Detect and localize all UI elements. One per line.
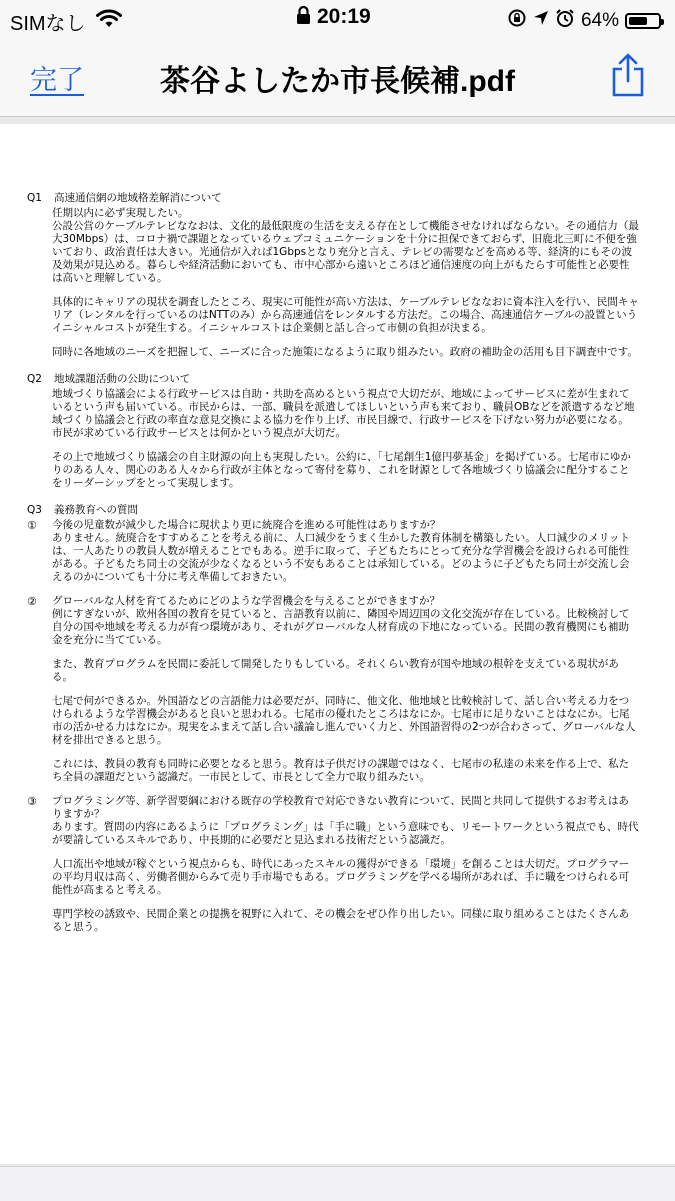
bottom-toolbar [0, 1166, 675, 1201]
battery-icon [625, 13, 661, 29]
rotation-lock-icon [507, 8, 527, 34]
pdf-content [27, 192, 639, 948]
paragraph: これには、教員の教育も同時に必要となると思う。教育は子供だけの課題ではなく、七尾市の私達の未来を作る上で、私たち全員の課題だという認識だ。一市民として、市長として全力で取り組みたい。 [52, 758, 630, 783]
document-title: 茶谷よしたか市長候補.pdf [160, 65, 515, 98]
wifi-icon [96, 9, 122, 34]
paragraph: その上で地域づくり協議会の自主財源の向上も実現したい。公約に、「七尾創生1億円夢基金」を掲げている。七尾市にゆかりのある人々、関心のある人々から行政が主体となって寄付を募り、これを財源として各地域づくり協議会に配分することをリーダーシップをとって実現します。 [52, 451, 631, 489]
question-number: Q2 [27, 373, 42, 385]
pdf-page[interactable] [0, 124, 675, 1164]
carrier-label: SIMなし [10, 13, 86, 35]
share-icon [611, 52, 645, 98]
paragraph: 例にすぎないが、欧州各国の教育を見ていると、言語教育以前に、隣国や周辺国の文化交流が存在している。比較検討して自分の国や地域を考える力が育つ環境があり、それがグローバルな人材育成の下地になっている。民間の教育機関にも補助金を充分に当てている。 [52, 608, 630, 646]
section-q2 [27, 373, 639, 490]
paragraph: また、教育プログラムを民間に委託して開発したりもしている。それくらい教育が国や地域の根幹を支えている現状がある。 [52, 658, 619, 683]
subquestion-number: ③ [27, 795, 37, 808]
paragraph: 七尾で何ができるか。外国語などの言語能力は必要だが、同時に、他文化、他地域と比較検討して、話し合い考える力をつけられるような学習機会があると良いと思われる。七尾市の優れたところはなにか。七尾市に足りないことはなにか。七尾市の活かせる力はなにか。現実をふまえて話し合い議論し進んでいく力と、外国語習得の2つが合わさって、グローバルな人材を排出できると思う。 [52, 695, 636, 746]
paragraph: 公設公営のケーブルテレビななおは、文化的最低限度の生活を支える存在として機能させなければならない。その通信力（最大30Mbps）は、コロナ禍で課題となっているウェブコミュニケーションを十分に担保できておらず、旧鹿北三町に不便を強いており、政治責任は大きい。光通信が入れば1Gbpsとなり充分と言え、テレビの需要などを高める等、経済的にもその波及効果が見込める。暮らしや経済活動においても、市中心部から遠いところほど通信速度の向上がもたらす可能性と必要性は高いと理解している。 [52, 220, 639, 284]
subquestion-title: グローバルな人材を育てるためにどのような学習機会を与えることができますか？ [52, 595, 440, 607]
paragraph: 具体的にキャリアの現状を調査したところ、現実に可能性が高い方法は、ケーブルテレビななおに資本注入を行い、民間キャリア（レンタルを行っているのはNTTのみ）から高速通信をレンタルする方法だ。この場合、高速通信ケーブルの設置というイニシャルコストが発生する。イニシャルコストは企業側と話し合って市側の負担が決まる。 [52, 296, 639, 334]
paragraph: あります。質問の内容にあるように「プログラミング」は「手に職」という意味でも、リモートワークという視点でも、時代が要請しているスキルであり、中長期的に必要だと見込まれる技術だという認識だ。 [52, 821, 639, 846]
battery-level-fill [629, 17, 647, 25]
share-button[interactable] [611, 52, 645, 102]
section-q1 [27, 192, 639, 359]
subquestion-number: ① [27, 519, 37, 532]
question-title: 高速通信網の地域格差解消について [54, 192, 222, 204]
subquestion-title: プログラミング等、新学習要綱における既存の学校教育で対応できない教育について、民間と共同して提供するお考えはありますか？ [52, 795, 629, 820]
lock-icon [296, 5, 311, 31]
question-title: 地域課題活動の公助について [54, 373, 191, 385]
status-bar [0, 0, 675, 38]
paragraph: 任期以内に必ず実現したい。 [52, 207, 189, 219]
paragraph: ありません。統廃合をすすめることを考える前に、人口減少をうまく生かした教育体制を構築したい。人口減少のメリットは、一人あたりの教員人数が増えることでもある。逆手に取って、子どもたちにとって充分な学習機会を設けられる可能性がある。子どもたち同士の交流が少なくなるという不安もあることは承知している。どのように子どもたち同士が交流し会えるのかについても十分に考え準備しておきたい。 [52, 532, 630, 583]
subquestion-title: 今後の児童数が減少した場合に現状より更に統廃合を進める可能性はありますか？ [52, 519, 441, 531]
section-q3 [27, 504, 639, 934]
question-title: 義務教育への質問 [54, 504, 138, 516]
battery-percent: 64% [580, 10, 619, 31]
paragraph: 専門学校の誘致や、民間企業との提携を視野に入れて、その機会をぜひ作り出したい。同様に取り組めることはたくさんあると思う。 [52, 908, 630, 933]
subquestion-number: ② [27, 595, 37, 608]
paragraph: 地域づくり協議会による行政サービスは自助・共助を高めるという視点で大切だが、地域によってサービスに差が生まれているという声も届いている。市民からは、一部、職員を派遣してほしいという声も来ており、職員OBなどを派遣するなど地域づくり協議会と行政の率直な意見交換による協力を作り上げ、市民目線で、行政サービスを下げない努力が必要になる。市民が求めている行政サービスとは何かという視点が大切だ。 [52, 388, 635, 439]
done-button[interactable]: 完了 [30, 65, 84, 96]
clock: 20:19 [317, 5, 371, 28]
question-number: Q1 [27, 192, 42, 204]
paragraph: 人口流出や地域が稼ぐという視点からも、時代にあったスキルの獲得ができる「環境」を創ることは大切だ。プログラマーの平均月収は高く、労働者側からみて売り手市場でもある。プログラミングを学べる場所があれば、手に職をつけられる可能性が高まると考える。 [52, 858, 630, 896]
question-number: Q3 [27, 504, 42, 516]
paragraph: 同時に各地域のニーズを把握して、ニーズに合った施策になるように取り組みたい。政府の補助金の活用も目下調査中です。 [52, 346, 638, 358]
navigation-bar [0, 38, 675, 117]
location-icon [533, 10, 549, 32]
alarm-icon [555, 8, 575, 34]
